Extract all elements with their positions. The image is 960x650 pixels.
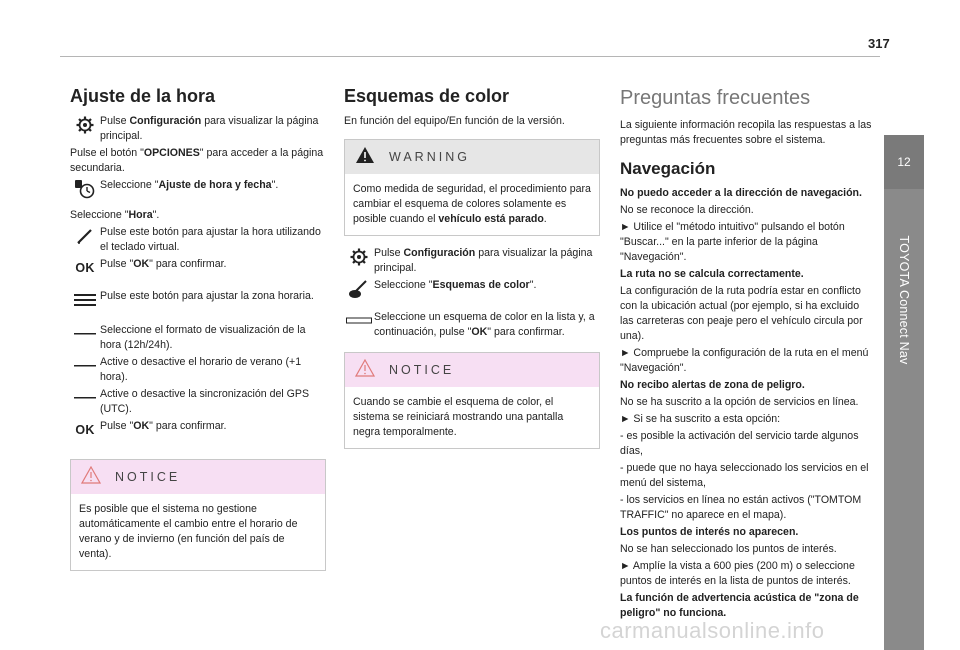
- warning-triangle-icon: [355, 146, 375, 168]
- faq-list-item: - puede que no haya seleccionado los servicios en el menú del sistema,: [620, 462, 869, 489]
- step-row: [70, 114, 326, 144]
- paint-brush-icon: [344, 278, 374, 300]
- step-row: [70, 178, 326, 200]
- intro-text: En función del equipo/En función de la versión.: [344, 115, 565, 127]
- faq-question: La ruta no se calcula correctamente.: [620, 268, 804, 280]
- chapter-tab: [884, 135, 924, 650]
- step-bold: Configuración: [403, 247, 476, 259]
- step-text: Pulse ": [100, 420, 134, 432]
- step-text: Pulse ": [100, 258, 134, 270]
- step-row: [70, 323, 326, 353]
- faq-list-item: - los servicios en línea no están activos ("TOMTOM TRAFFIC" no aparece en el mapa).: [620, 494, 862, 521]
- step-text: " para confirmar.: [149, 420, 227, 432]
- section-title: Esquemas de color: [344, 86, 510, 106]
- step-text: Pulse este botón para ajustar la hora utilizando el teclado virtual.: [100, 226, 321, 253]
- step-row: [344, 310, 600, 340]
- warning-text: Como medida de seguridad, el procedimiento para cambiar el esquema de colores solamente es posible cuando el: [353, 183, 591, 225]
- step-text: " para confirmar.: [487, 326, 565, 338]
- step-text: para visualizar la página principal.: [100, 115, 319, 142]
- faq-solution: ► Utilice el "método intuitivo" pulsando el botón "Buscar..." en la parte inferior de la página "Navegación".: [620, 221, 845, 263]
- faq-question: Los puntos de interés no aparecen.: [620, 526, 799, 538]
- warning-header: [345, 140, 599, 174]
- toggle-line-icon: [70, 355, 100, 377]
- list-icon: [70, 289, 100, 311]
- step-text: ".: [152, 209, 160, 221]
- step-text: Seleccione ": [100, 179, 159, 191]
- step-bold: Ajuste de hora y fecha: [158, 179, 272, 191]
- faq-question: No recibo alertas de zona de peligro.: [620, 379, 805, 391]
- step-text: Pulse este botón para ajustar la zona horaria.: [100, 290, 314, 302]
- step-row: [344, 246, 600, 276]
- gear-icon: [70, 114, 100, 136]
- faq-title: Preguntas frecuentes: [620, 87, 811, 109]
- ok-icon: OK: [75, 422, 95, 437]
- toggle-line-icon: [70, 323, 100, 345]
- notice-box: [70, 459, 326, 571]
- notice-header: [71, 460, 325, 494]
- clock-settings-icon: [70, 178, 100, 200]
- step-text: Active o desactive la sincronización del GPS (UTC).: [100, 388, 310, 415]
- warning-box: [344, 139, 600, 236]
- step-row: [70, 257, 326, 279]
- step-bold: OPCIONES: [143, 147, 200, 159]
- step-bold: Hora: [128, 209, 153, 221]
- step-text: Pulse: [100, 115, 130, 127]
- step-row: [70, 225, 326, 255]
- notice-label: NOTICE: [389, 362, 455, 377]
- notice-box: [344, 352, 600, 449]
- step-text: para visualizar la página principal.: [374, 247, 593, 274]
- step-text: " para acceder a la página secundaria.: [70, 147, 324, 174]
- step-text: Seleccione el formato de visualización de la hora (12h/24h).: [100, 324, 306, 351]
- faq-answer: No se reconoce la dirección.: [620, 204, 754, 216]
- step-row: [70, 419, 326, 441]
- notice-header: [345, 353, 599, 387]
- step-bold: Configuración: [129, 115, 202, 127]
- step-text: Seleccione un esquema de color en la lista y, a continuación, pulse ": [374, 311, 595, 338]
- step-text: ".: [529, 279, 537, 291]
- step-text: Pulse el botón ": [70, 147, 144, 159]
- warning-text: .: [543, 213, 547, 225]
- faq-question: La función de advertencia acústica de "zona de peligro" no funciona.: [620, 592, 859, 619]
- warning-bold: vehículo está parado: [438, 213, 544, 225]
- header-rule: [60, 56, 880, 57]
- column-faq: [620, 84, 872, 623]
- faq-solution: ► Si se ha suscrito a esta opción:: [620, 413, 781, 425]
- watermark: carmanualsonline.info: [600, 618, 825, 643]
- step-bold: Esquemas de color: [432, 279, 530, 291]
- column-time-setting: [70, 84, 326, 577]
- step-row: [70, 289, 326, 311]
- step-row: [70, 355, 326, 385]
- faq-answer: No se han seleccionado los puntos de interés.: [620, 543, 837, 555]
- step-text: ".: [271, 179, 279, 191]
- warning-triangle-icon: [81, 466, 101, 488]
- faq-solution: ► Amplíe la vista a 600 pies (200 m) o seleccione puntos de interés en la lista de puntos de interés.: [620, 560, 855, 587]
- faq-answer: No se ha suscrito a la opción de servicios en línea.: [620, 396, 859, 408]
- chapter-number: 12: [884, 135, 924, 189]
- step-text: Active o desactive el horario de verano (+1 hora).: [100, 356, 302, 383]
- step-text: Seleccione ": [70, 209, 129, 221]
- intro-text: La siguiente información recopila las respuestas a las preguntas más frecuentes sobre el sistema.: [620, 119, 872, 146]
- step-row: [344, 278, 600, 300]
- faq-list-item: - es posible la activación del servicio tarde algunos días,: [620, 430, 859, 457]
- step-text: Pulse: [374, 247, 404, 259]
- step-bold: OK: [133, 420, 150, 432]
- warning-label: WARNING: [389, 149, 470, 164]
- notice-label: NOTICE: [115, 469, 181, 484]
- notice-text: Cuando se cambie el esquema de color, el sistema se reiniciará mostrando una pantalla negra temporalmente.: [353, 396, 564, 438]
- step-bold: OK: [471, 326, 488, 338]
- faq-solution: ► Compruebe la configuración de la ruta en el menú "Navegación".: [620, 347, 869, 374]
- faq-question: No puedo acceder a la dirección de navegación.: [620, 187, 862, 199]
- step-text: " para confirmar.: [149, 258, 227, 270]
- gear-icon: [344, 246, 374, 268]
- page-number: 317: [868, 36, 890, 51]
- step-bold: OK: [133, 258, 150, 270]
- pencil-icon: [70, 225, 100, 247]
- section-title: Ajuste de la hora: [70, 86, 216, 106]
- section-title: Navegación: [620, 159, 716, 178]
- step-text: Seleccione ": [374, 279, 433, 291]
- toggle-line-icon: [70, 387, 100, 409]
- faq-answer: La configuración de la ruta podría estar en conflicto con la ubicación actual (por ejemplo, si ha excluido las carreteras con peaje pero el vehículo circula por una).: [620, 285, 863, 342]
- step-row: [70, 387, 326, 417]
- notice-text: Es posible que el sistema no gestione automáticamente el cambio entre el horario de verano y de invierno (en función del país de venta).: [79, 503, 298, 560]
- chapter-title: TOYOTA Connect Nav: [897, 235, 911, 365]
- color-bar-icon: [344, 310, 374, 332]
- ok-icon: OK: [75, 260, 95, 275]
- column-color-schemes: [344, 84, 600, 455]
- warning-triangle-icon: [355, 359, 375, 381]
